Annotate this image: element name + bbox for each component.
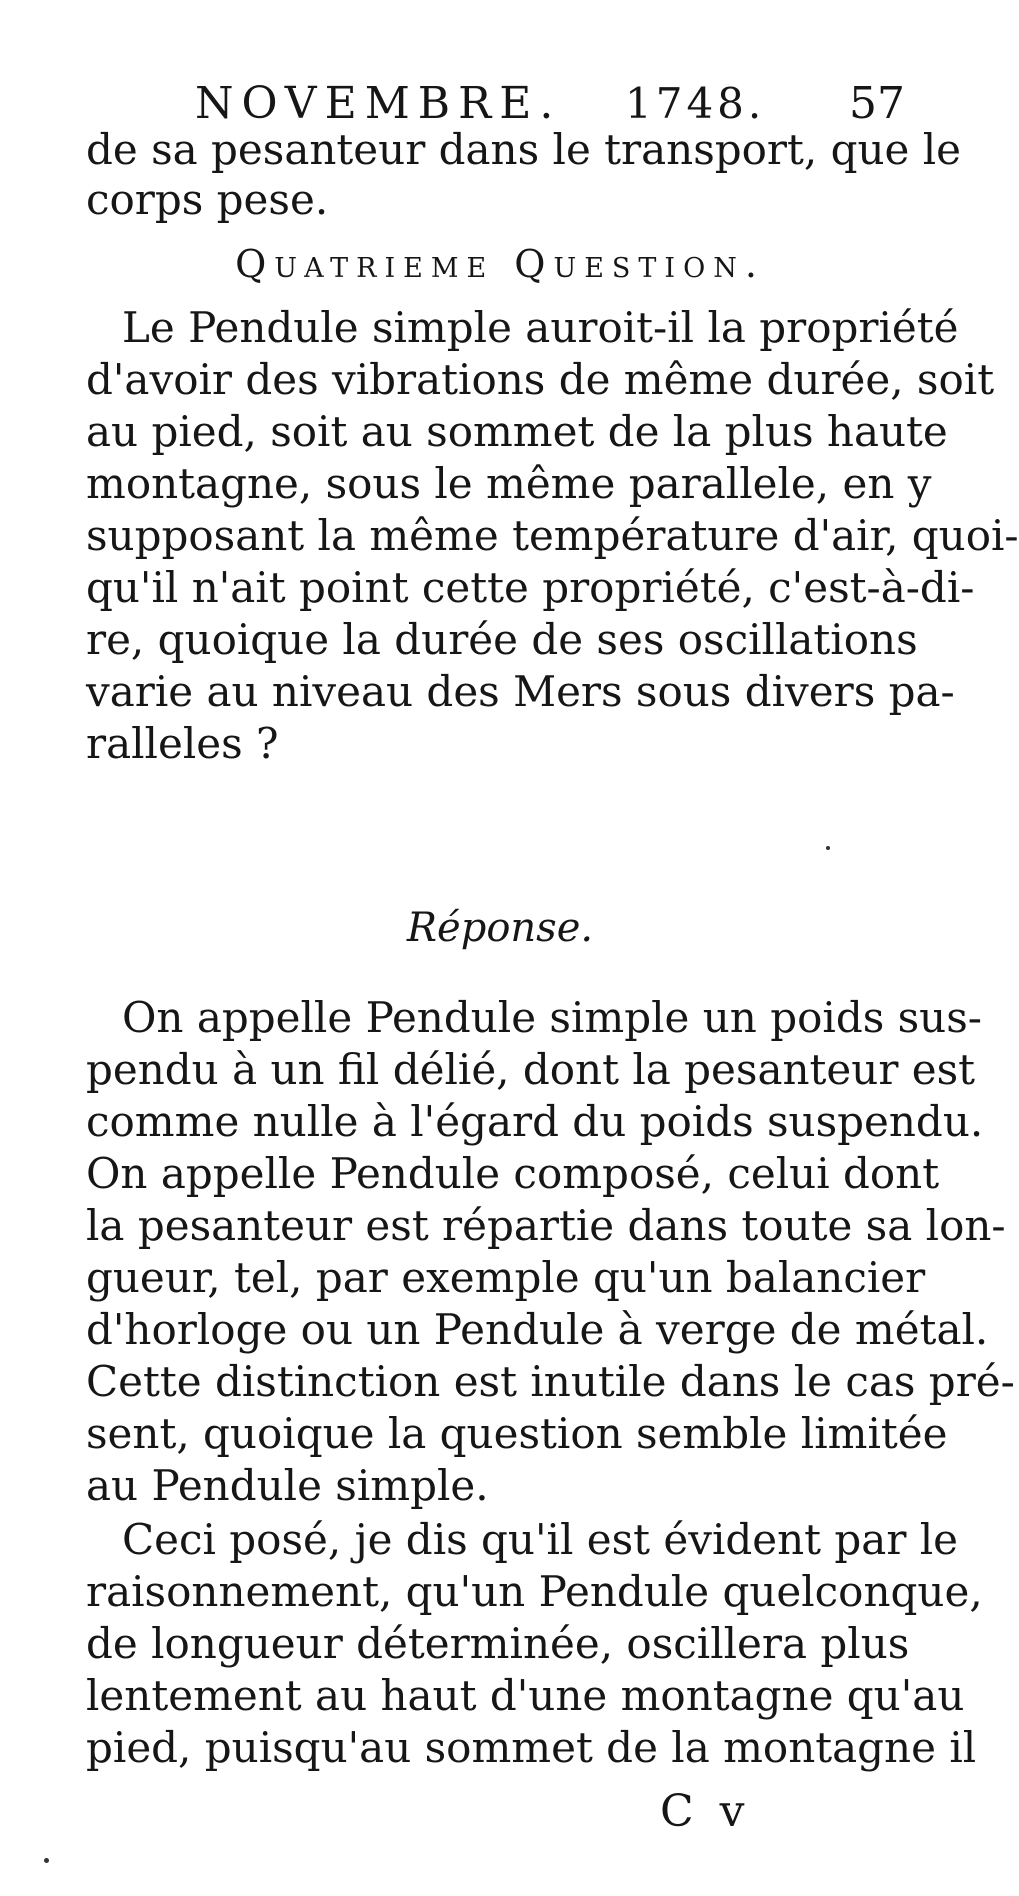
text-line: ralleles ? bbox=[86, 719, 279, 768]
text-line: Ceci posé, je dis qu'il est évident par le bbox=[122, 1515, 959, 1564]
text-line: gueur, tel, par exemple qu'un balancier bbox=[86, 1253, 926, 1302]
text-line: Cette distinction est inutile dans le cas pré- bbox=[86, 1357, 1015, 1406]
running-year: 1748. bbox=[625, 79, 766, 128]
page-number: 57 bbox=[849, 78, 905, 129]
answer-heading: Réponse. bbox=[406, 905, 594, 951]
text-line: de longueur déterminée, oscillera plus bbox=[86, 1619, 910, 1668]
text-line: On appelle Pendule simple un poids sus- bbox=[122, 993, 982, 1042]
text-line: pendu à un fil délié, dont la pesanteur est bbox=[86, 1045, 976, 1094]
text-line: au pied, soit au sommet de la plus haute bbox=[86, 407, 948, 456]
text-line: corps pese. bbox=[86, 175, 329, 224]
text-line: sent, quoique la question semble limitée bbox=[86, 1409, 948, 1458]
text-line: pied, puisqu'au sommet de la montagne il bbox=[86, 1723, 977, 1772]
text-line: On appelle Pendule composé, celui dont bbox=[86, 1149, 940, 1198]
running-title: NOVEMBRE. bbox=[195, 78, 562, 129]
text-line: re, quoique la durée de ses oscillations bbox=[86, 615, 918, 664]
text-line: supposant la même température d'air, quoi- bbox=[86, 511, 1019, 560]
text-line: raisonnement, qu'un Pendule quelconque, bbox=[86, 1567, 983, 1616]
question-heading: Quatrieme Question. bbox=[235, 242, 765, 286]
text-line: lentement au haut d'une montagne qu'au bbox=[86, 1671, 965, 1720]
text-line: de sa pesanteur dans le transport, que le bbox=[86, 125, 962, 174]
text-line: au Pendule simple. bbox=[86, 1461, 489, 1510]
text-line: qu'il n'ait point cette propriété, c'est-à-di- bbox=[86, 563, 975, 612]
text-line: montagne, sous le même parallele, en y bbox=[86, 459, 932, 508]
ink-speck bbox=[44, 1858, 49, 1863]
ink-speck bbox=[826, 846, 830, 850]
text-line: d'avoir des vibrations de même durée, soit bbox=[86, 355, 995, 404]
text-line: Le Pendule simple auroit-il la propriété bbox=[122, 303, 959, 352]
text-line: la pesanteur est répartie dans toute sa lon- bbox=[86, 1201, 1006, 1250]
text-line: comme nulle à l'égard du poids suspendu. bbox=[86, 1097, 984, 1146]
text-line: varie au niveau des Mers sous divers pa- bbox=[86, 667, 955, 716]
text-line: d'horloge ou un Pendule à verge de métal. bbox=[86, 1305, 989, 1354]
signature-mark: C v bbox=[660, 1786, 751, 1837]
